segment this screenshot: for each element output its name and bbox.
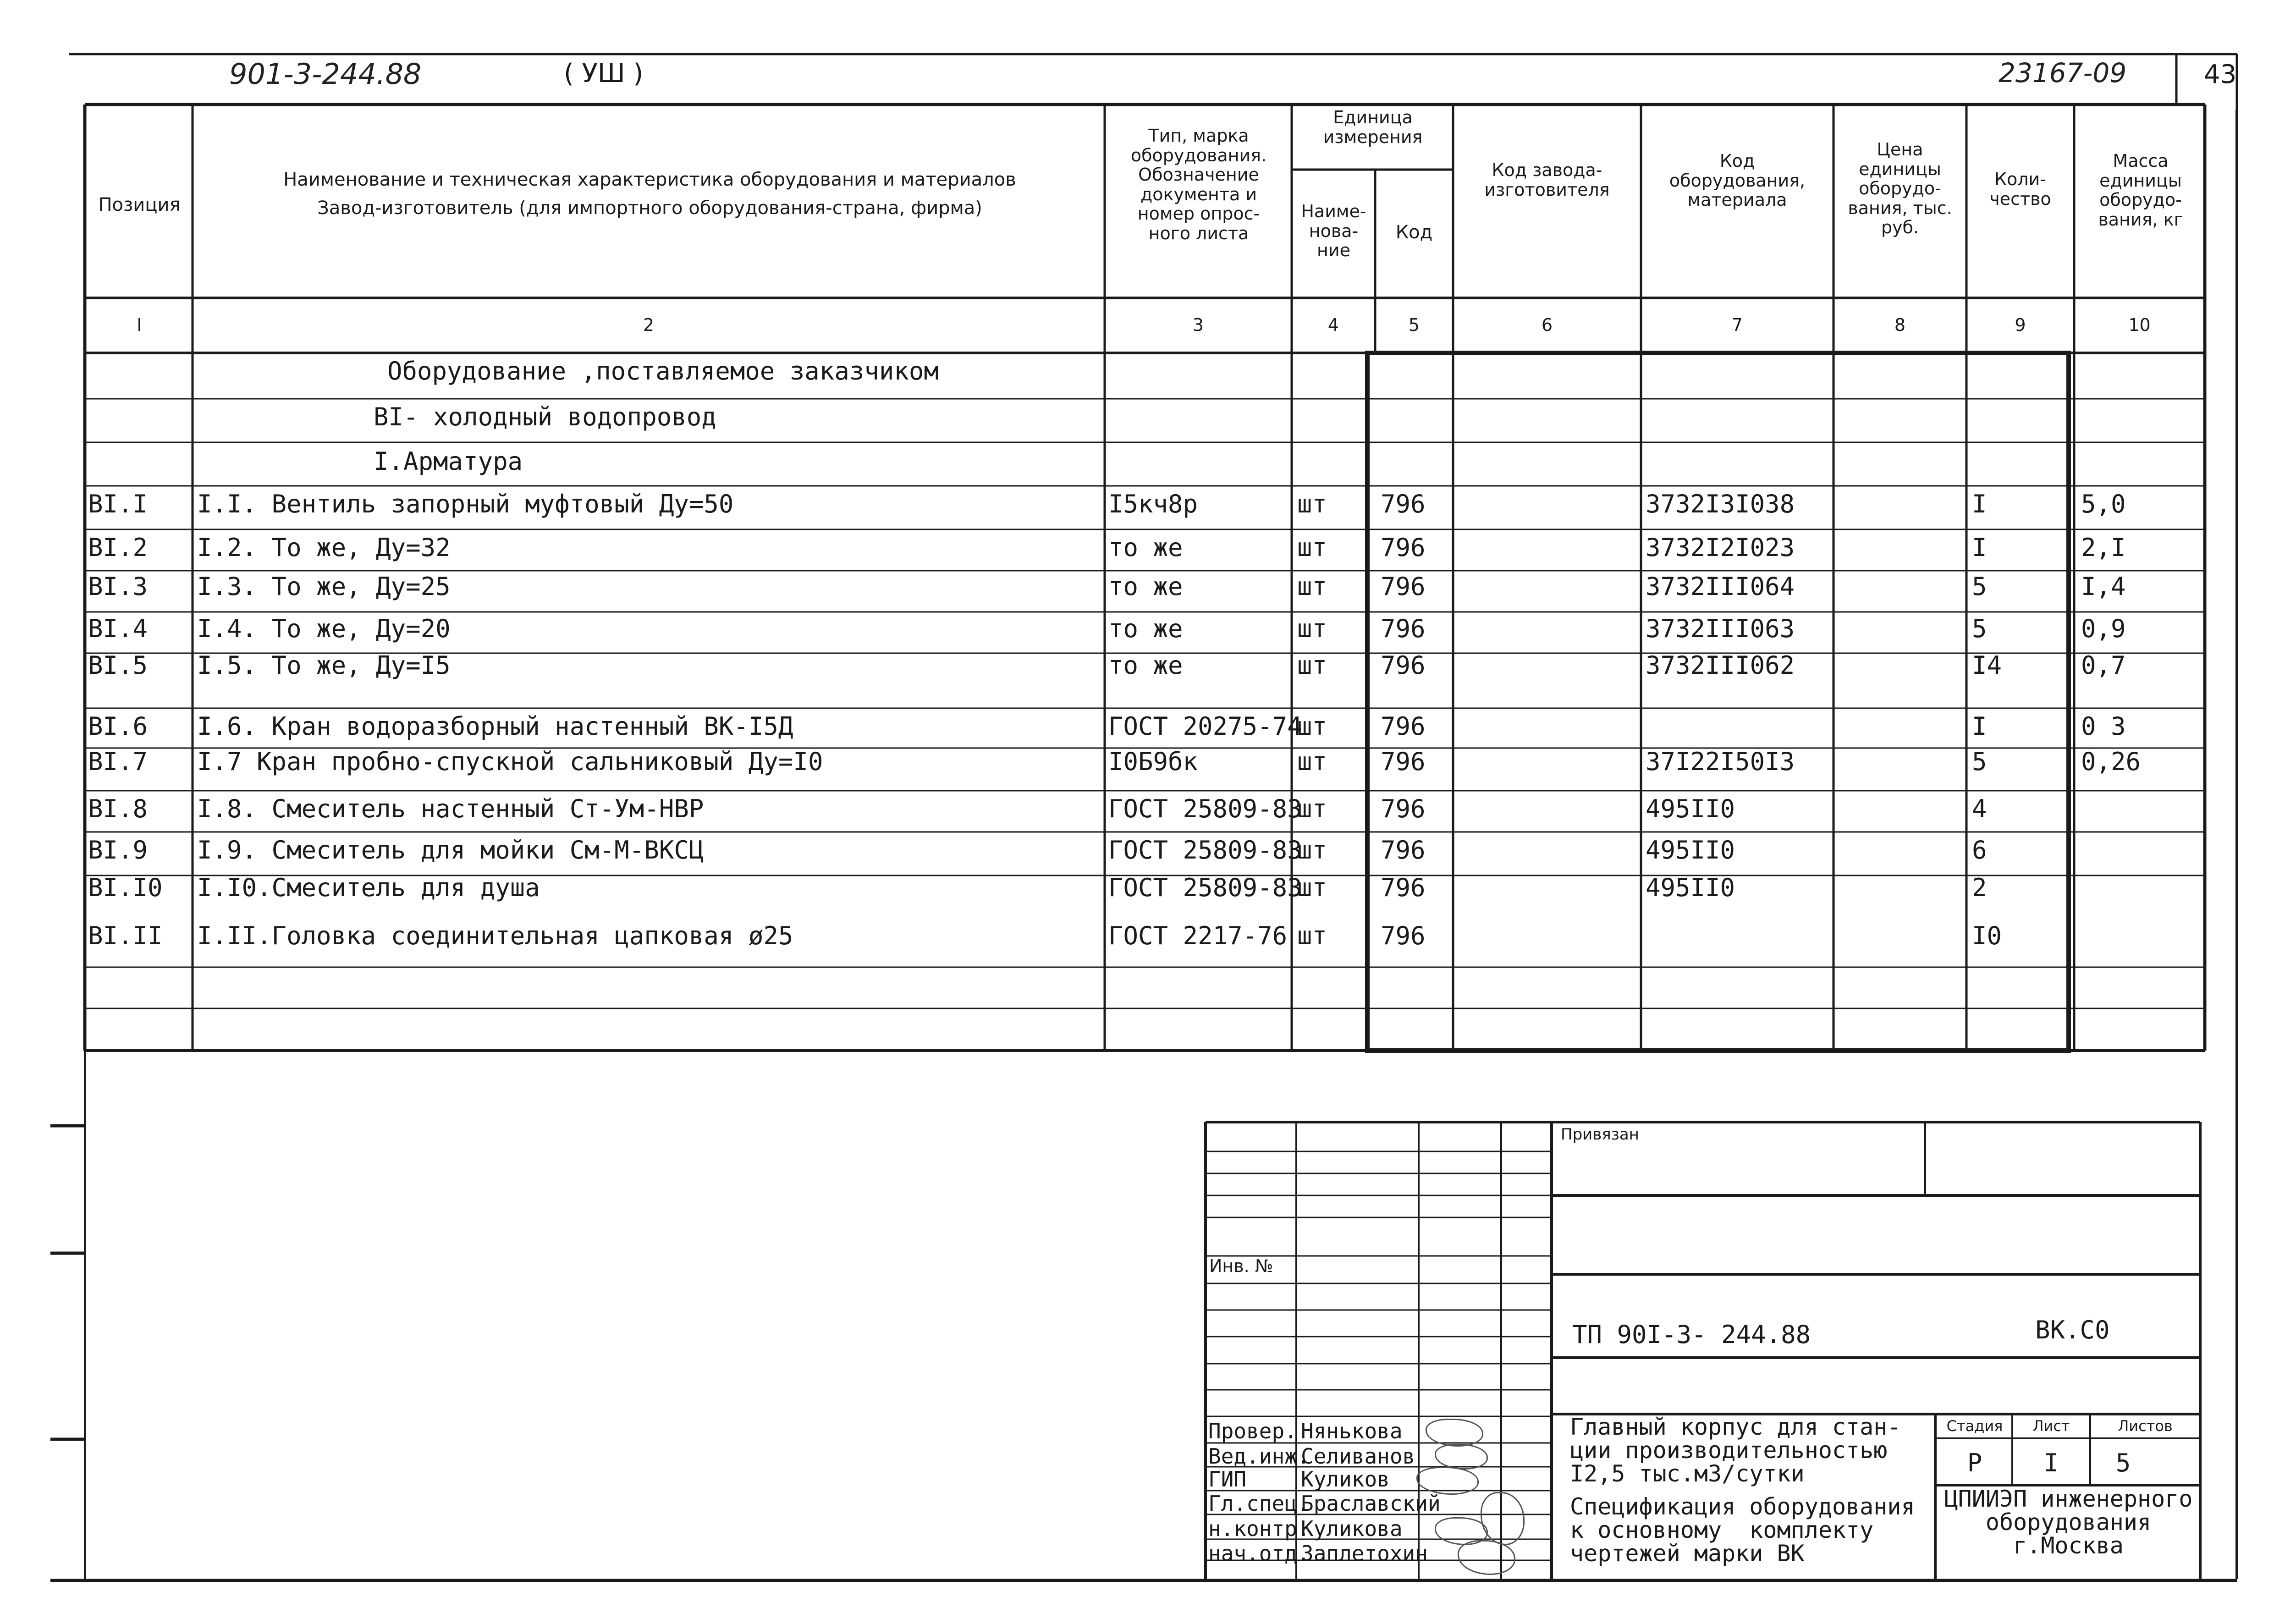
stamp-doc-title: Спецификация оборудования к основному комплекту чертежей марки ВК bbox=[1570, 1493, 1915, 1567]
name-cell: I.9. Смеситель для мойки См-М-ВКСЦ bbox=[197, 836, 704, 864]
header-type: Тип, марка оборудования. Обозначение документа и номер опрос-ного листа bbox=[1130, 126, 1267, 243]
type-cell: ГОСТ 20275-74 bbox=[1108, 712, 1302, 741]
unit-code-cell: 796 bbox=[1381, 533, 1426, 562]
signature-name: Куликов bbox=[1301, 1467, 1390, 1492]
type-cell: I5кч8р bbox=[1108, 490, 1198, 518]
mass-cell: 2,I bbox=[2081, 533, 2126, 562]
name-cell: I.I. Вентиль запорный муфтовый Ду=50 bbox=[197, 490, 734, 518]
equipment-code-cell: 3732I2I023 bbox=[1646, 533, 1795, 562]
name-cell: I.4. То же, Ду=20 bbox=[197, 614, 451, 643]
stamp-privyazan: Привязан bbox=[1561, 1125, 1639, 1144]
col-number-3: 3 bbox=[1192, 315, 1204, 335]
name-cell: I.5. То же, Ду=I5 bbox=[197, 651, 451, 680]
position-cell: BI.II bbox=[88, 921, 163, 950]
mass-cell: 0,26 bbox=[2081, 747, 2141, 776]
signature-name: Заплетохин bbox=[1301, 1541, 1428, 1566]
header-position: Позиция bbox=[98, 194, 181, 215]
header-name-line1: Наименование и техническая характеристика оборудования и материалов bbox=[283, 169, 1016, 190]
quantity-cell: I bbox=[1972, 712, 1987, 741]
type-cell: ГОСТ 25809-83 bbox=[1108, 873, 1302, 902]
quantity-cell: 2 bbox=[1972, 873, 1987, 902]
stamp-stage: Р bbox=[1967, 1448, 1982, 1477]
position-cell: BI.I0 bbox=[88, 873, 163, 902]
mass-cell: I,4 bbox=[2081, 572, 2126, 601]
header-equip-code: Код оборудования, материала bbox=[1669, 151, 1806, 210]
name-cell: I.8. Смеситель настенный Ст-Ум-НВР bbox=[197, 794, 704, 823]
position-cell: BI.4 bbox=[88, 614, 148, 643]
section-heading: Оборудование ,поставляемое заказчиком bbox=[387, 357, 939, 385]
quantity-cell: I bbox=[1972, 490, 1987, 518]
mass-cell: 0,7 bbox=[2081, 651, 2126, 680]
quantity-cell: 5 bbox=[1972, 572, 1987, 601]
stamp-doc-code: ТП 90I-3- 244.88 bbox=[1572, 1320, 1811, 1349]
section-heading: I.Арматура bbox=[374, 447, 523, 476]
unit-cell: шт bbox=[1297, 747, 1327, 776]
unit-cell: шт bbox=[1297, 873, 1327, 902]
signature-name: Браславский bbox=[1301, 1491, 1441, 1516]
unit-cell: шт bbox=[1297, 614, 1327, 643]
stamp-sheet-label: Лист bbox=[2032, 1417, 2070, 1435]
equipment-code-cell: 3732I3I038 bbox=[1646, 490, 1795, 518]
position-cell: BI.5 bbox=[88, 651, 148, 680]
col-number-7: 7 bbox=[1731, 315, 1743, 335]
unit-code-cell: 796 bbox=[1381, 873, 1426, 902]
header-unit-name: Наиме-нова-ние bbox=[1301, 201, 1366, 261]
quantity-cell: 6 bbox=[1972, 836, 1987, 864]
unit-code-cell: 796 bbox=[1381, 490, 1426, 518]
stamp-inv-no: Инв. № bbox=[1209, 1256, 1273, 1276]
header-unit: Единица измерения bbox=[1323, 107, 1423, 147]
position-cell: BI.2 bbox=[88, 533, 148, 562]
stamp-sheet: I bbox=[2043, 1448, 2059, 1477]
quantity-cell: 5 bbox=[1972, 614, 1987, 643]
name-cell: I.II.Головка соединительная цапковая ø25 bbox=[197, 921, 793, 950]
unit-code-cell: 796 bbox=[1381, 614, 1426, 643]
type-cell: то же bbox=[1108, 533, 1183, 562]
type-cell: ГОСТ 2217-76 bbox=[1108, 921, 1288, 950]
quantity-cell: I4 bbox=[1972, 651, 2002, 680]
stamp-building-title: Главный корпус для стан- ции производительностью I2,5 тыс.м3/сутки bbox=[1570, 1414, 1901, 1487]
unit-code-cell: 796 bbox=[1381, 921, 1426, 950]
equipment-code-cell: 37I22I50I3 bbox=[1646, 747, 1795, 776]
col-number-4: 4 bbox=[1327, 315, 1339, 335]
name-cell: I.6. Кран водоразборный настенный ВК-I5Д bbox=[197, 712, 793, 741]
unit-cell: шт bbox=[1297, 836, 1327, 864]
stamp-sheets: 5 bbox=[2115, 1448, 2131, 1477]
mass-cell: 5,0 bbox=[2081, 490, 2126, 518]
type-cell: то же bbox=[1108, 614, 1183, 643]
position-cell: BI.6 bbox=[88, 712, 148, 741]
header-qty: Коли-чество bbox=[1989, 169, 2051, 209]
mass-cell: 0,9 bbox=[2081, 614, 2126, 643]
quantity-cell: 5 bbox=[1972, 747, 1987, 776]
col-number-9: 9 bbox=[2015, 315, 2026, 335]
unit-cell: шт bbox=[1297, 794, 1327, 823]
col-number-5: 5 bbox=[1408, 315, 1420, 335]
inventory-number: 23167-09 bbox=[1999, 57, 2127, 88]
unit-code-cell: 796 bbox=[1381, 572, 1426, 601]
signature-name: Нянькова bbox=[1301, 1419, 1403, 1443]
unit-cell: шт bbox=[1297, 712, 1327, 741]
equipment-code-cell: 3732III063 bbox=[1646, 614, 1795, 643]
stamp-sheets-label: Листов bbox=[2118, 1417, 2173, 1435]
header-name-line2: Завод-изготовитель (для импортного оборудования-страна, фирма) bbox=[317, 198, 982, 219]
header-maker-code: Код завода-изготовителя bbox=[1484, 160, 1610, 200]
name-cell: I.3. То же, Ду=25 bbox=[197, 572, 451, 601]
type-cell: ГОСТ 25809-83 bbox=[1108, 836, 1302, 864]
position-cell: BI.7 bbox=[88, 747, 148, 776]
equipment-code-cell: 3732III064 bbox=[1646, 572, 1795, 601]
position-cell: BI.3 bbox=[88, 572, 148, 601]
signature-role: н.контр. bbox=[1208, 1516, 1310, 1541]
signature-role: Вед.инж. bbox=[1208, 1444, 1310, 1469]
document-mark: ( УШ ) bbox=[564, 59, 644, 88]
page-number: 43 bbox=[2204, 60, 2237, 89]
document-number: 901-3-244.88 bbox=[229, 57, 422, 91]
unit-code-cell: 796 bbox=[1381, 747, 1426, 776]
quantity-cell: I bbox=[1972, 533, 1987, 562]
type-cell: то же bbox=[1108, 651, 1183, 680]
col-number-8: 8 bbox=[1894, 315, 1906, 335]
name-cell: I.2. То же, Ду=32 bbox=[197, 533, 451, 562]
unit-code-cell: 796 bbox=[1381, 712, 1426, 741]
position-cell: BI.9 bbox=[88, 836, 148, 864]
unit-cell: шт bbox=[1297, 921, 1327, 950]
unit-code-cell: 796 bbox=[1381, 794, 1426, 823]
signature-role: ГИП bbox=[1208, 1467, 1247, 1492]
col-number-1: I bbox=[137, 315, 142, 335]
signature-role: Провер. bbox=[1208, 1419, 1297, 1443]
equipment-code-cell: 495II0 bbox=[1646, 794, 1735, 823]
col-number-2: 2 bbox=[643, 315, 655, 335]
quantity-cell: 4 bbox=[1972, 794, 1987, 823]
equipment-code-cell: 495II0 bbox=[1646, 836, 1735, 864]
col-number-6: 6 bbox=[1541, 315, 1553, 335]
position-cell: BI.8 bbox=[88, 794, 148, 823]
unit-code-cell: 796 bbox=[1381, 651, 1426, 680]
mass-cell: 0 3 bbox=[2081, 712, 2126, 741]
unit-cell: шт bbox=[1297, 533, 1327, 562]
section-heading: BI- холодный водопровод bbox=[374, 402, 716, 431]
name-cell: I.I0.Смеситель для душа bbox=[197, 873, 540, 902]
header-unit-code: Код bbox=[1395, 222, 1433, 243]
signature-name: Куликова bbox=[1301, 1516, 1403, 1541]
stamp-stage-label: Стадия bbox=[1946, 1417, 2003, 1435]
name-cell: I.7 Кран пробно-спускной сальниковый Ду=I0 bbox=[197, 747, 823, 776]
unit-cell: шт bbox=[1297, 651, 1327, 680]
quantity-cell: I0 bbox=[1972, 921, 2002, 950]
equipment-code-cell: 3732III062 bbox=[1646, 651, 1795, 680]
stamp-sheet-code: ВК.С0 bbox=[2035, 1316, 2110, 1344]
unit-cell: шт bbox=[1297, 572, 1327, 601]
header-mass: Масса единицы оборудо-вания, кг bbox=[2098, 151, 2183, 230]
type-cell: I0Б9бк bbox=[1108, 747, 1198, 776]
signature-role: Гл.спец. bbox=[1208, 1491, 1310, 1516]
type-cell: то же bbox=[1108, 572, 1183, 601]
equipment-code-cell: 495II0 bbox=[1646, 873, 1735, 902]
signature-role: нач.отд. bbox=[1208, 1541, 1310, 1566]
unit-code-cell: 796 bbox=[1381, 836, 1426, 864]
col-number-10: 10 bbox=[2128, 315, 2151, 335]
unit-cell: шт bbox=[1297, 490, 1327, 518]
position-cell: BI.I bbox=[88, 490, 148, 518]
type-cell: ГОСТ 25809-83 bbox=[1108, 794, 1302, 823]
stamp-organization: ЦПИИЭП инженерного оборудования г.Москва bbox=[1944, 1486, 2193, 1559]
header-price: Цена единицы оборудо-вания, тыс. руб. bbox=[1848, 139, 1952, 238]
signature-name: Селиванов bbox=[1301, 1444, 1415, 1469]
